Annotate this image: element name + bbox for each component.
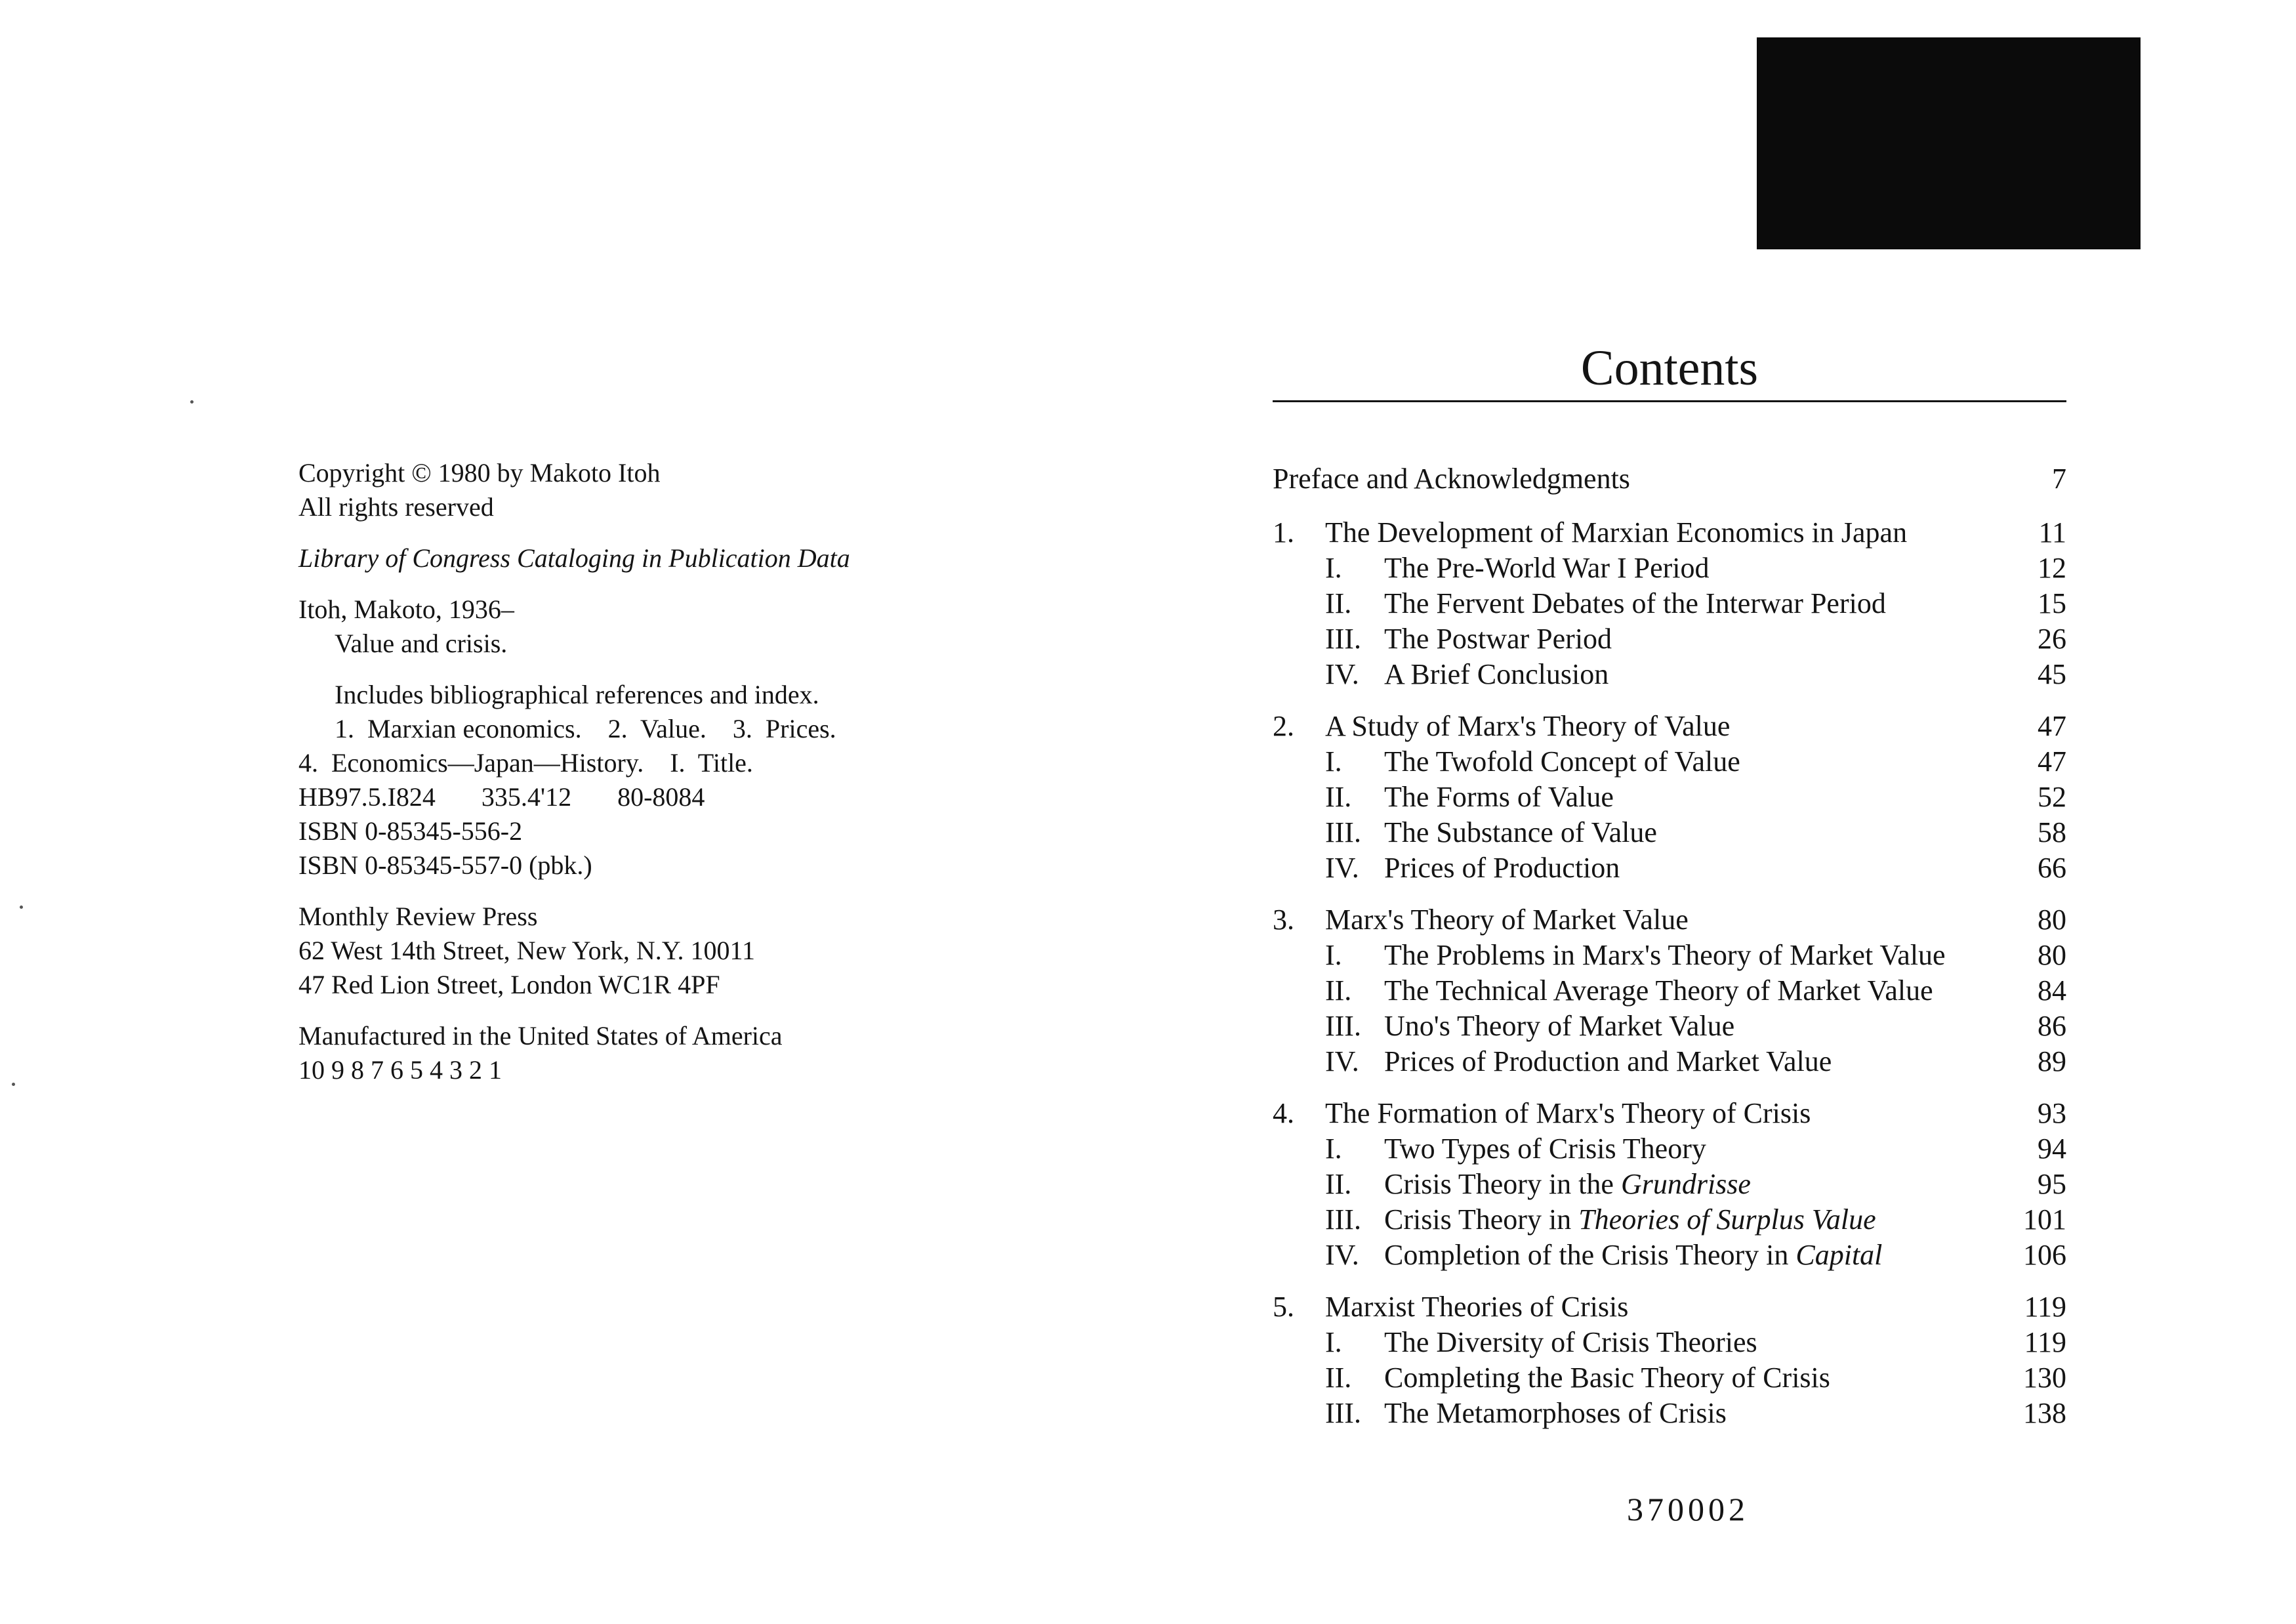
toc-section-title bbox=[1273, 1044, 1988, 1079]
toc-chapter-entry[interactable] bbox=[1273, 1289, 2066, 1325]
toc-section-entry[interactable] bbox=[1273, 586, 2066, 621]
toc-section-numeral: IV. bbox=[1325, 852, 1359, 884]
toc-section-entry[interactable] bbox=[1273, 1238, 2066, 1273]
toc-section-title bbox=[1273, 1131, 1988, 1167]
toc-section-entry[interactable] bbox=[1273, 1360, 2066, 1396]
toc-section-title bbox=[1273, 1202, 1988, 1238]
toc-section-label: The Diversity of Crisis Theories bbox=[1384, 1326, 1757, 1358]
contents-title: Contents bbox=[1580, 341, 1759, 396]
toc-section-entry[interactable] bbox=[1273, 938, 2066, 973]
toc-section-numeral: III. bbox=[1325, 816, 1361, 848]
toc-chapter-title bbox=[1273, 515, 1988, 551]
toc-section-label: Completion of the Crisis Theory in bbox=[1384, 1239, 1796, 1271]
toc-section-label: The Metamorphoses of Crisis bbox=[1384, 1397, 1727, 1429]
toc-section-numeral: III. bbox=[1325, 623, 1361, 655]
scan-speck bbox=[12, 1083, 15, 1086]
toc-chapter-title bbox=[1273, 1289, 1988, 1325]
toc-section-label: The Twofold Concept of Value bbox=[1384, 745, 1740, 778]
toc-section-page: 130 bbox=[2023, 1362, 2066, 1394]
publisher-address-london: 47 Red Lion Street, London WC1R 4PF bbox=[298, 970, 720, 999]
toc-chapter-number: 2. bbox=[1273, 710, 1294, 742]
printing-line: 10 9 8 7 6 5 4 3 2 1 bbox=[298, 1055, 502, 1085]
toc-chapter-label: The Development of Marxian Economics in Japan bbox=[1325, 516, 1908, 549]
toc-chapter-page: 47 bbox=[2038, 710, 2066, 742]
toc-section-page: 86 bbox=[2038, 1010, 2066, 1042]
manufactured-statement: Manufactured in the United States of America bbox=[298, 1021, 783, 1051]
toc-section-entry[interactable] bbox=[1273, 1009, 2066, 1044]
toc-chapter-number: 3. bbox=[1273, 904, 1294, 936]
toc-chapter-title bbox=[1273, 709, 1988, 744]
toc-section-label: Two Types of Crisis Theory bbox=[1384, 1133, 1706, 1165]
cip-heading: Library of Congress Cataloging in Publication Data bbox=[298, 543, 850, 573]
toc-section-entry[interactable] bbox=[1273, 657, 2066, 692]
copyright-line: Copyright © 1980 by Makoto Itoh bbox=[298, 458, 661, 488]
toc-section-page: 52 bbox=[2038, 781, 2066, 813]
toc-chapter-number: 1. bbox=[1273, 516, 1294, 549]
toc-section-label: Prices of Production and Market Value bbox=[1384, 1045, 1832, 1077]
toc-section-italic-title: Grundrisse bbox=[1620, 1168, 1751, 1200]
toc-section-title bbox=[1273, 780, 1988, 815]
cip-notes: Includes bibliographical references and index. bbox=[335, 680, 819, 709]
toc-section-page: 26 bbox=[2038, 623, 2066, 655]
toc-section-page: 66 bbox=[2038, 852, 2066, 884]
toc-section-title bbox=[1273, 1009, 1988, 1044]
toc-chapter-entry[interactable] bbox=[1273, 902, 2066, 938]
toc-section-title bbox=[1273, 850, 1988, 886]
toc-chapter bbox=[1273, 1289, 2066, 1431]
toc-section-label: Uno's Theory of Market Value bbox=[1384, 1010, 1735, 1042]
toc-preface-page: 7 bbox=[2052, 463, 2066, 495]
toc-chapter-label: Marx's Theory of Market Value bbox=[1325, 904, 1689, 936]
toc-chapter-label: A Study of Marx's Theory of Value bbox=[1325, 710, 1731, 742]
toc-section-numeral: II. bbox=[1325, 974, 1352, 1007]
toc-chapter-number: 5. bbox=[1273, 1291, 1294, 1323]
toc-section-entry[interactable] bbox=[1273, 1202, 2066, 1238]
toc-section-title bbox=[1273, 815, 1988, 850]
toc-chapter bbox=[1273, 1096, 2066, 1273]
toc-section-page: 101 bbox=[2023, 1203, 2066, 1236]
toc-section-entry[interactable] bbox=[1273, 815, 2066, 850]
toc-section-label: Crisis Theory in the bbox=[1384, 1168, 1621, 1200]
toc-section-numeral: III. bbox=[1325, 1203, 1361, 1236]
toc-section-label: Crisis Theory in bbox=[1384, 1203, 1579, 1236]
toc-section-label: The Pre-World War I Period bbox=[1384, 552, 1710, 584]
cip-title: Value and crisis. bbox=[335, 629, 508, 658]
toc-section-page: 94 bbox=[2038, 1133, 2066, 1165]
toc-section-page: 47 bbox=[2038, 745, 2066, 778]
toc-section-label: The Fervent Debates of the Interwar Period bbox=[1384, 587, 1886, 619]
toc-section-page: 89 bbox=[2038, 1045, 2066, 1077]
toc-chapter bbox=[1273, 902, 2066, 1079]
toc-section-numeral: II. bbox=[1325, 1362, 1352, 1394]
toc-section-label: The Postwar Period bbox=[1384, 623, 1612, 655]
toc-section-numeral: III. bbox=[1325, 1010, 1361, 1042]
toc-section-page: 12 bbox=[2038, 552, 2066, 584]
scan-speck bbox=[20, 906, 23, 909]
toc-chapter-page: 80 bbox=[2038, 904, 2066, 936]
toc-section-title bbox=[1273, 1238, 1988, 1273]
toc-section-entry[interactable] bbox=[1273, 621, 2066, 657]
toc-section-label: The Forms of Value bbox=[1384, 781, 1614, 813]
toc-chapter-page: 11 bbox=[2038, 516, 2066, 549]
toc-section-title bbox=[1273, 973, 1988, 1009]
toc-section-entry[interactable] bbox=[1273, 1167, 2066, 1202]
toc-section-title bbox=[1273, 938, 1988, 973]
publisher-name: Monthly Review Press bbox=[298, 902, 538, 931]
toc-section-numeral: I. bbox=[1325, 1133, 1342, 1165]
toc-section-page: 119 bbox=[2024, 1326, 2066, 1358]
toc-chapter-entry[interactable] bbox=[1273, 1096, 2066, 1131]
toc-section-numeral: II. bbox=[1325, 1168, 1352, 1200]
toc-section-entry[interactable] bbox=[1273, 1325, 2066, 1360]
toc-section-italic-title: Theories of Surplus Value bbox=[1578, 1203, 1876, 1236]
toc-chapter-number: 4. bbox=[1273, 1097, 1294, 1129]
toc-section-page: 84 bbox=[2038, 974, 2066, 1007]
toc-chapter bbox=[1273, 709, 2066, 886]
toc-section-title bbox=[1273, 586, 1988, 621]
toc-section-page: 15 bbox=[2038, 587, 2066, 619]
toc-chapter-label: Marxist Theories of Crisis bbox=[1325, 1291, 1629, 1323]
toc-section-page: 95 bbox=[2038, 1168, 2066, 1200]
toc-section-page: 80 bbox=[2038, 939, 2066, 971]
toc-section-numeral: I. bbox=[1325, 1326, 1342, 1358]
toc-section-numeral: II. bbox=[1325, 781, 1352, 813]
toc-section-italic-title: Capital bbox=[1795, 1239, 1883, 1271]
title-rule bbox=[1273, 400, 2066, 402]
toc-section-entry[interactable] bbox=[1273, 1044, 2066, 1079]
toc-chapter-title bbox=[1273, 1096, 1988, 1131]
toc-section-numeral: I. bbox=[1325, 939, 1342, 971]
rights-statement: All rights reserved bbox=[298, 492, 494, 522]
toc-section-title bbox=[1273, 1167, 1988, 1202]
toc-section-title bbox=[1273, 1360, 1988, 1396]
cip-author: Itoh, Makoto, 1936– bbox=[298, 594, 514, 624]
toc-section-title bbox=[1273, 621, 1988, 657]
toc-section-entry[interactable] bbox=[1273, 780, 2066, 815]
toc-section-entry[interactable] bbox=[1273, 744, 2066, 780]
toc-section-label: The Substance of Value bbox=[1384, 816, 1657, 848]
toc-entry-preface[interactable] bbox=[1273, 461, 2066, 497]
toc-section-page: 45 bbox=[2038, 658, 2066, 690]
toc-section-page: 138 bbox=[2023, 1397, 2066, 1429]
isbn-cloth: ISBN 0-85345-556-2 bbox=[298, 816, 523, 846]
cip-classification: HB97.5.I824 335.4'12 80-8084 bbox=[298, 782, 705, 812]
toc-section-numeral: II. bbox=[1325, 587, 1352, 619]
toc-chapter-entry[interactable] bbox=[1273, 709, 2066, 744]
toc-section-numeral: IV. bbox=[1325, 1045, 1359, 1077]
scan-speck bbox=[190, 400, 194, 404]
toc-section-label: The Problems in Marx's Theory of Market Value bbox=[1384, 939, 1946, 971]
table-of-contents bbox=[1273, 461, 2066, 1447]
stamp-number: 370002 bbox=[1627, 1491, 1749, 1528]
toc-section-entry[interactable] bbox=[1273, 1131, 2066, 1167]
toc-section-title bbox=[1273, 657, 1988, 692]
toc-section-entry[interactable] bbox=[1273, 1396, 2066, 1431]
toc-section-title bbox=[1273, 551, 1988, 586]
toc-chapter-label: The Formation of Marx's Theory of Crisis bbox=[1325, 1097, 1811, 1129]
isbn-paperback: ISBN 0-85345-557-0 (pbk.) bbox=[298, 850, 592, 880]
cip-subjects-1: 1. Marxian economics. 2. Value. 3. Prices. bbox=[335, 714, 836, 743]
toc-section-label: Completing the Basic Theory of Crisis bbox=[1384, 1362, 1830, 1394]
toc-chapter-title bbox=[1273, 902, 1988, 938]
toc-section-numeral: IV. bbox=[1325, 1239, 1359, 1271]
publisher-address-ny: 62 West 14th Street, New York, N.Y. 10011 bbox=[298, 936, 756, 965]
toc-chapter-page: 119 bbox=[2024, 1291, 2066, 1323]
toc-section-title bbox=[1273, 744, 1988, 780]
toc-section-page: 106 bbox=[2023, 1239, 2066, 1271]
toc-section-title bbox=[1273, 1396, 1988, 1431]
toc-chapter-page: 93 bbox=[2038, 1097, 2066, 1129]
toc-section-label: Prices of Production bbox=[1384, 852, 1620, 884]
toc-section-numeral: III. bbox=[1325, 1397, 1361, 1429]
toc-section-numeral: I. bbox=[1325, 552, 1342, 584]
toc-preface-label: Preface and Acknowledgments bbox=[1273, 463, 1630, 495]
toc-section-numeral: I. bbox=[1325, 745, 1342, 778]
toc-section-entry[interactable] bbox=[1273, 551, 2066, 586]
cip-subjects-2: 4. Economics—Japan—History. I. Title. bbox=[298, 748, 753, 778]
toc-section-numeral: IV. bbox=[1325, 658, 1359, 690]
toc-chapter-entry[interactable] bbox=[1273, 515, 2066, 551]
copyright-block bbox=[298, 456, 1020, 1087]
toc-section-title bbox=[1273, 1325, 1988, 1360]
toc-section-entry[interactable] bbox=[1273, 973, 2066, 1009]
toc-section-page: 58 bbox=[2038, 816, 2066, 848]
contents-page bbox=[1174, 0, 2296, 1624]
toc-section-label: A Brief Conclusion bbox=[1384, 658, 1609, 690]
scan-black-block bbox=[1757, 37, 2141, 249]
toc-section-entry[interactable] bbox=[1273, 850, 2066, 886]
toc-chapter bbox=[1273, 515, 2066, 692]
toc-section-label: The Technical Average Theory of Market Value bbox=[1384, 974, 1933, 1007]
